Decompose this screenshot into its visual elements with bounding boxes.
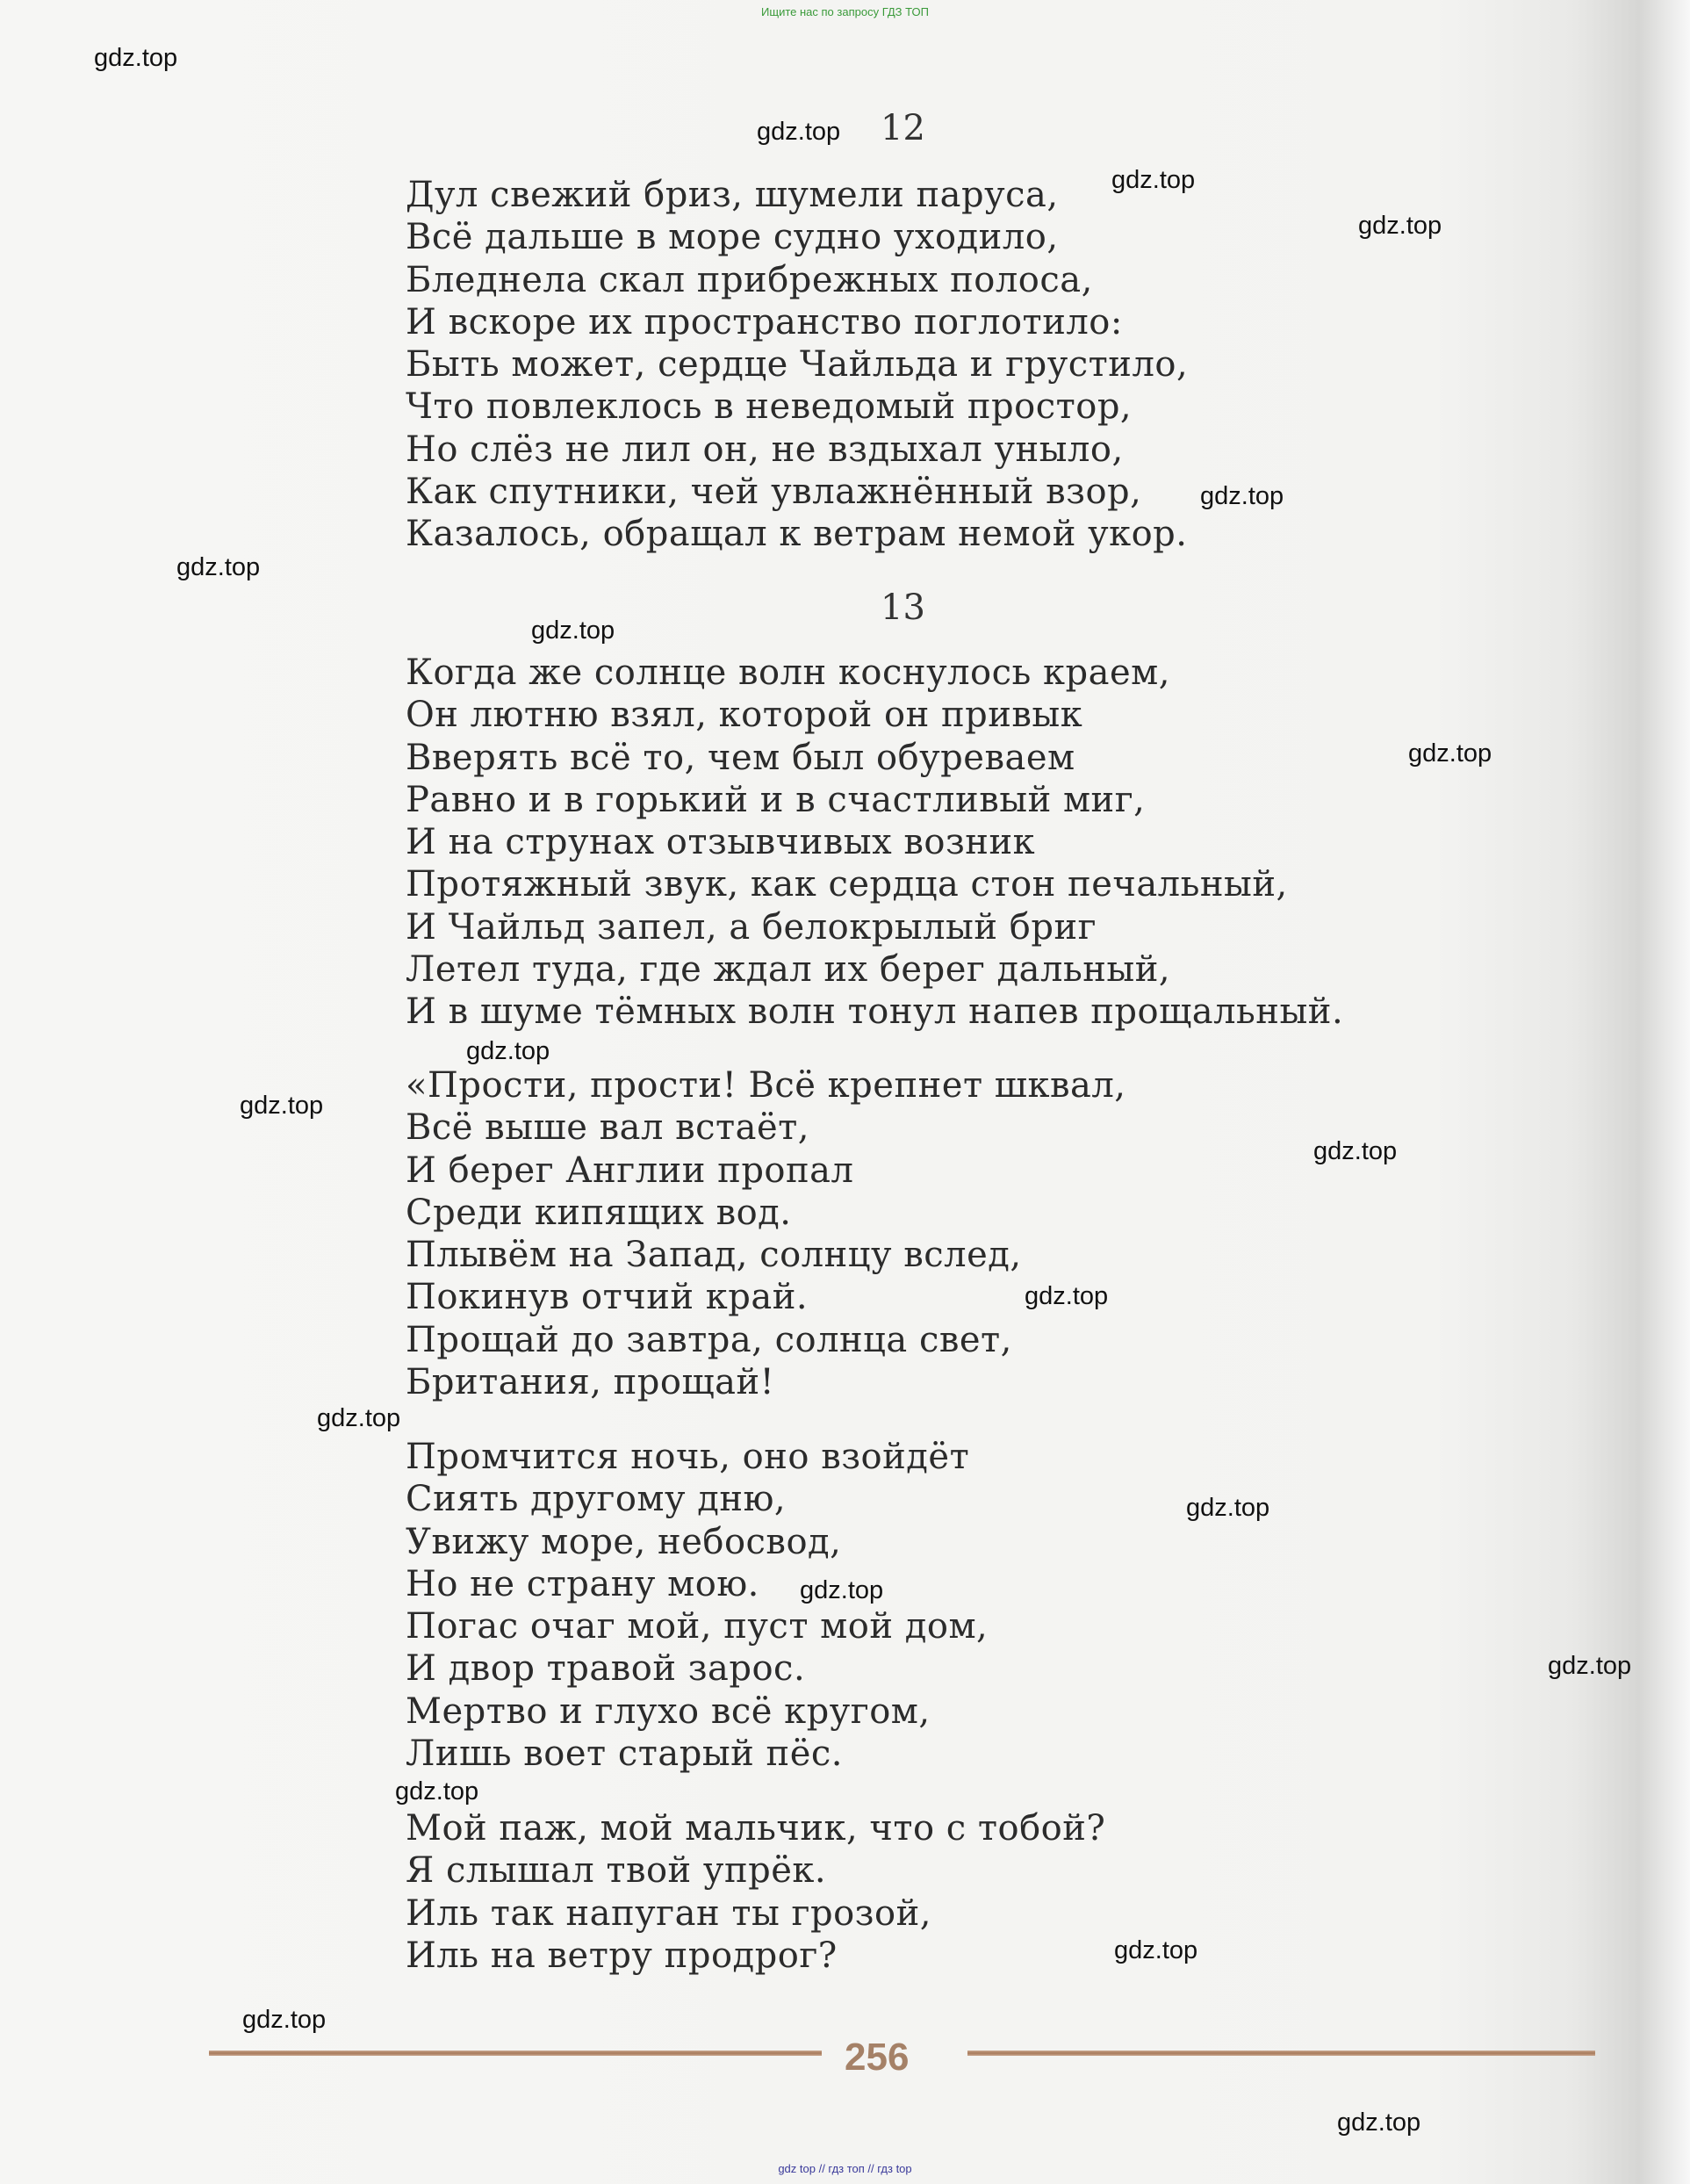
watermark: gdz.top — [466, 1037, 550, 1065]
watermark: gdz.top — [1313, 1137, 1398, 1165]
stanza-number-12: 12 — [881, 108, 925, 148]
verse-line: И вскоре их пространство поглотило: — [406, 301, 1123, 342]
verse-line: Покинув отчий край. — [406, 1277, 809, 1318]
verse-line: Иль так напуган ты грозой, — [406, 1892, 931, 1934]
verse-line: Всё дальше в море судно уходило, — [406, 217, 1059, 258]
verse-line: Мой паж, мой мальчик, что с тобой? — [406, 1808, 1106, 1849]
footer-rule-right — [967, 2051, 1595, 2056]
verse-line: Но слёз не лил он, не вздыхал уныло, — [406, 429, 1124, 470]
verse-line: Бледнела скал прибрежных полоса, — [406, 259, 1093, 300]
watermark: gdz.top — [1111, 166, 1196, 194]
verse-line: И Чайльд запел, а белокрылый бриг — [406, 906, 1097, 948]
verse-line: Лишь воет старый пёс. — [406, 1734, 843, 1775]
stanza-13-lines — [406, 652, 1343, 1034]
song-verse-1 — [406, 1064, 1125, 1403]
verse-line: Прощай до завтра, солнца свет, — [406, 1319, 1012, 1360]
verse-line: Сиять другому дню, — [406, 1479, 787, 1520]
verse-line: Среди кипящих вод. — [406, 1192, 792, 1233]
verse-line: Дул свежий бриз, шумели паруса, — [406, 175, 1059, 215]
verse-line: И в шуме тёмных волн тонул напев прощальный. — [406, 991, 1344, 1033]
verse-line: Быть может, сердце Чайльда и грустило, — [406, 344, 1189, 386]
verse-line: Увижу море, небосвод, — [406, 1521, 842, 1562]
verse-line: Равно и в горький и в счастливый миг, — [406, 779, 1146, 820]
song-verse-2 — [406, 1436, 988, 1775]
verse-line: Всё выше вал встаёт, — [406, 1107, 810, 1149]
verse-line: Казалось, обращал к ветрам немой укор. — [406, 514, 1188, 555]
watermark: gdz.top — [1200, 482, 1284, 510]
watermark: gdz.top — [1358, 212, 1442, 240]
watermark: gdz.top — [1186, 1494, 1270, 1522]
verse-line: Что повлеклось в неведомый простор, — [406, 386, 1133, 428]
verse-line: Я слышал твой упрёк. — [406, 1850, 827, 1892]
verse-line: Он лютню взял, которой он привык — [406, 695, 1083, 736]
verse-line: И двор травой зарос. — [406, 1648, 806, 1690]
watermark: gdz.top — [1337, 2108, 1421, 2137]
watermark: gdz.top — [757, 118, 841, 146]
verse-line: И берег Англии пропал — [406, 1150, 854, 1191]
verse-line: Когда же солнце волн коснулось краем, — [406, 652, 1170, 693]
verse-line: Британия, прощай! — [406, 1362, 775, 1403]
watermark: gdz.top — [240, 1092, 324, 1120]
verse-line: Промчится ночь, оно взойдёт — [406, 1437, 970, 1477]
watermark: gdz.top — [242, 2006, 327, 2034]
watermark: gdz.top — [531, 616, 615, 645]
watermark: gdz.top — [176, 553, 261, 581]
watermark: gdz.top — [1025, 1282, 1109, 1310]
stanza-number-13: 13 — [881, 587, 925, 628]
watermark: gdz.top — [317, 1404, 401, 1432]
footer-rule-left — [209, 2051, 822, 2056]
song-verse-3 — [406, 1807, 1105, 1977]
verse-line: Вверять всё то, чем был обуреваем — [406, 737, 1075, 778]
verse-line: «Прости, прости! Всё крепнет шквал, — [406, 1065, 1126, 1106]
stanza-12-lines — [406, 174, 1188, 556]
watermark: gdz.top — [395, 1777, 479, 1806]
page-number: 256 — [845, 2036, 910, 2079]
top-banner: Ищите нас по запросу ГДЗ ТОП — [761, 5, 929, 18]
verse-line: Погас очаг мой, пуст мой дом, — [406, 1606, 989, 1647]
verse-line: Иль на ветру продрог? — [406, 1935, 838, 1976]
verse-line: Но не страну мою. — [406, 1563, 759, 1604]
verse-line: Как спутники, чей увлажнённый взор, — [406, 472, 1142, 513]
verse-line: Протяжный звук, как сердца стон печальный, — [406, 864, 1288, 905]
watermark: gdz.top — [800, 1576, 884, 1604]
watermark: gdz.top — [1114, 1936, 1198, 1964]
verse-line: Летел туда, где ждал их берег дальный, — [406, 949, 1171, 991]
watermark: gdz.top — [1408, 739, 1492, 768]
verse-line: И на струнах отзывчивых возник — [406, 822, 1036, 863]
watermark: gdz.top — [94, 44, 178, 72]
bottom-banner: gdz top // гдз топ // гдз top — [778, 2162, 912, 2175]
verse-line: Мертво и глухо всё кругом, — [406, 1690, 931, 1732]
watermark: gdz.top — [1548, 1652, 1632, 1680]
verse-line: Плывём на Запад, солнцу вслед, — [406, 1235, 1022, 1276]
